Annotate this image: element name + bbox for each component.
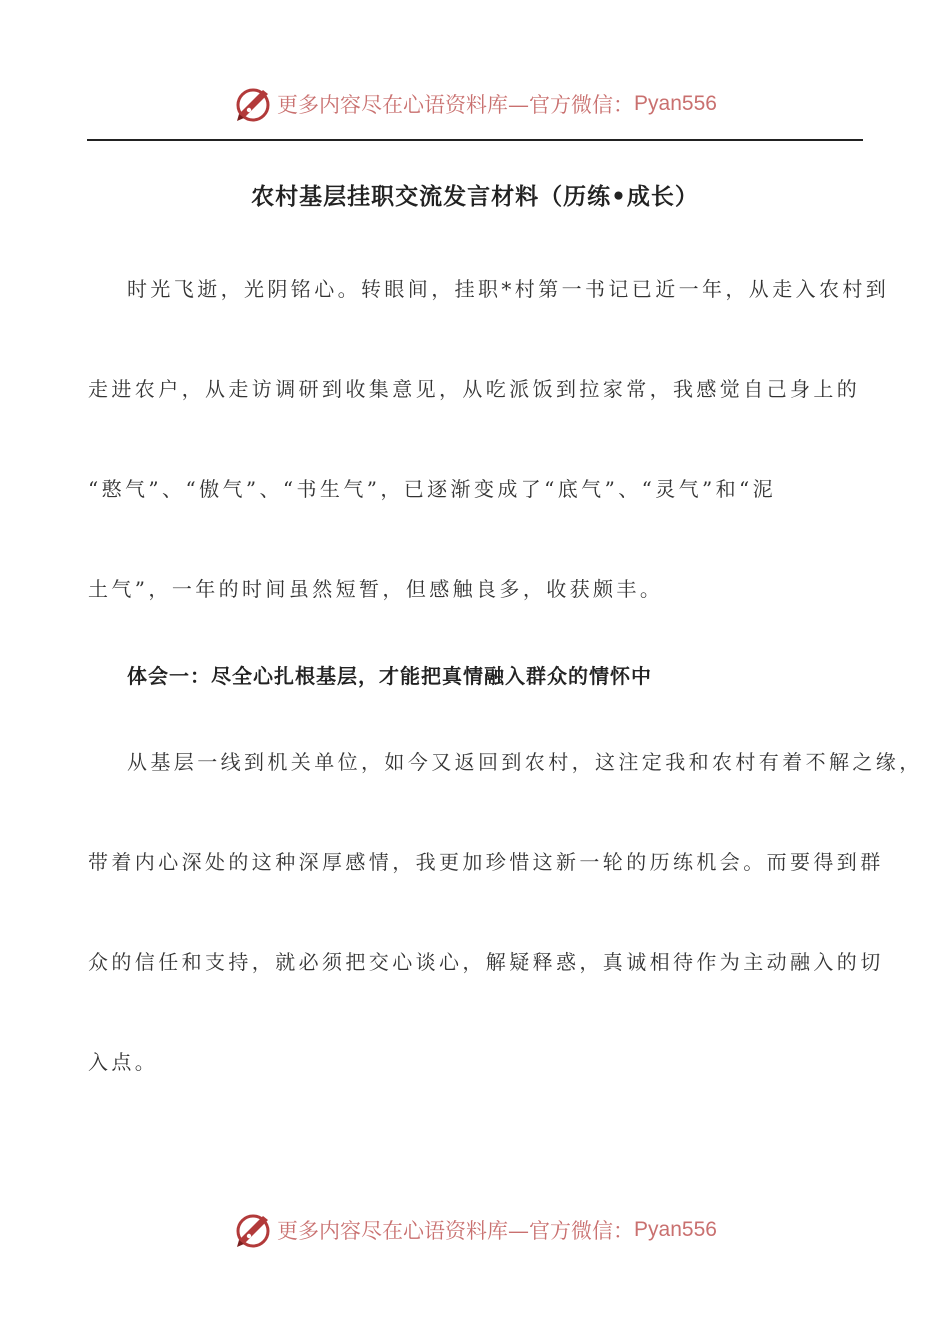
document-title: 农村基层挂职交流发言材料（历练•成长）	[251, 184, 699, 210]
paragraph-line: 入点。	[88, 1050, 159, 1074]
paragraph-line: 土气”，一年的时间虽然短暂，但感触良多，收获颇丰。	[88, 577, 664, 601]
paragraph-line: 走进农户，从走访调研到收集意见，从吃派饭到拉家常，我感觉自己身上的	[88, 377, 861, 401]
paragraph-line: 带着内心深处的这种深厚感情，我更加珍惜这新一轮的历练机会。而要得到群	[88, 850, 884, 874]
wechat-id: Pyan556	[634, 92, 717, 115]
banner-text: 更多内容尽在心语资料库—官方微信：	[277, 1219, 635, 1243]
pen-logo-icon	[233, 1210, 273, 1250]
paragraph-line: 从基层一线到机关单位，如今又返回到农村，这注定我和农村有着不解之缘，	[127, 750, 923, 774]
paragraph-line: “憨气”、“傲气”、“书生气”，已逐渐变成了“底气”、“灵气”和“泥	[88, 477, 777, 501]
section-heading: 体会一：尽全心扎根基层，才能把真情融入群众的情怀中	[127, 664, 652, 688]
banner-text: 更多内容尽在心语资料库—官方微信：	[277, 93, 635, 117]
paragraph-line: 时光飞逝，光阴铭心。转眼间，挂职*村第一书记已近一年，从走入农村到	[127, 277, 890, 301]
pen-logo-icon	[233, 84, 273, 124]
wechat-id: Pyan556	[634, 1218, 717, 1241]
footer-banner	[0, 1206, 950, 1254]
paragraph-line: 众的信任和支持，就必须把交心谈心，解疑释惑，真诚相待作为主动融入的切	[88, 950, 884, 974]
header-banner	[0, 80, 950, 128]
header-rule	[87, 139, 863, 141]
